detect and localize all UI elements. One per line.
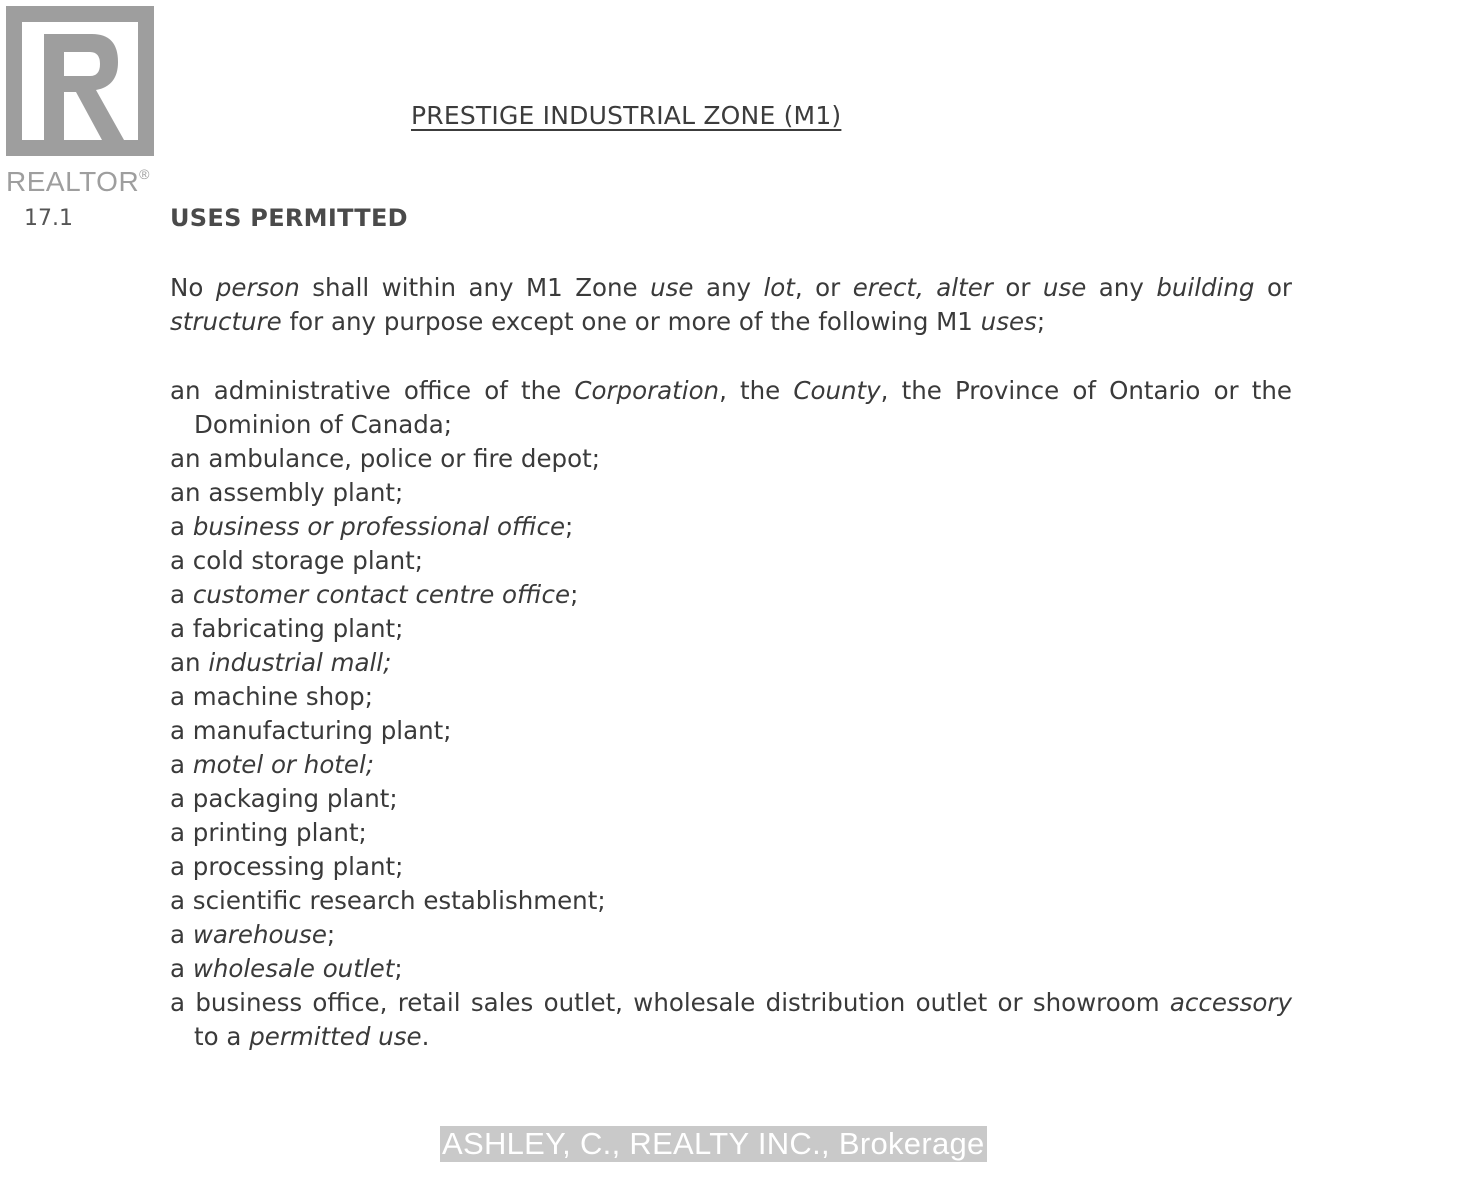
list-item: an ambulance, police or fire depot; xyxy=(170,444,600,473)
list-item: a packaging plant; xyxy=(170,784,398,813)
list-item: a motel or hotel; xyxy=(170,750,375,779)
realtor-logo xyxy=(6,6,176,196)
intro-paragraph: No person shall within any M1 Zone use any lot, or erect, alter or use any building or structure for any purpose except one or more of the following M1 uses; xyxy=(170,273,1293,336)
list-item: a manufacturing plant; xyxy=(170,716,452,745)
section-heading: USES PERMITTED xyxy=(170,204,408,232)
list-item: a wholesale outlet; xyxy=(170,954,403,983)
realtor-r-icon xyxy=(6,6,154,156)
list-item: a machine shop; xyxy=(170,682,373,711)
list-item: an assembly plant; xyxy=(170,478,404,507)
list-item: a fabricating plant; xyxy=(170,614,404,643)
realtor-wordmark: REALTOR® xyxy=(6,166,150,197)
list-item: a cold storage plant; xyxy=(170,546,424,575)
section-number: 17.1 xyxy=(24,206,73,231)
list-item: a processing plant; xyxy=(170,852,404,881)
list-item: a business or professional office; xyxy=(170,512,574,541)
list-item: a warehouse; xyxy=(170,920,336,949)
permitted-uses-list xyxy=(170,374,1292,1054)
brokerage-watermark: ASHLEY, C., REALTY INC., Brokerage xyxy=(442,1126,985,1161)
zone-title: PRESTIGE INDUSTRIAL ZONE (M1) xyxy=(411,101,842,130)
list-item: an industrial mall; xyxy=(170,648,392,677)
list-item: a scientific research establishment; xyxy=(170,886,606,915)
list-item: a business office, retail sales outlet, wholesale distribution outlet or showroom accessory to a permitted use. xyxy=(170,988,1292,1051)
list-item: an administrative office of the Corporation, the County, the Province of Ontario or the Dominion of Canada; xyxy=(170,376,1292,439)
list-item: a printing plant; xyxy=(170,818,367,847)
list-item: a customer contact centre office; xyxy=(170,580,579,609)
